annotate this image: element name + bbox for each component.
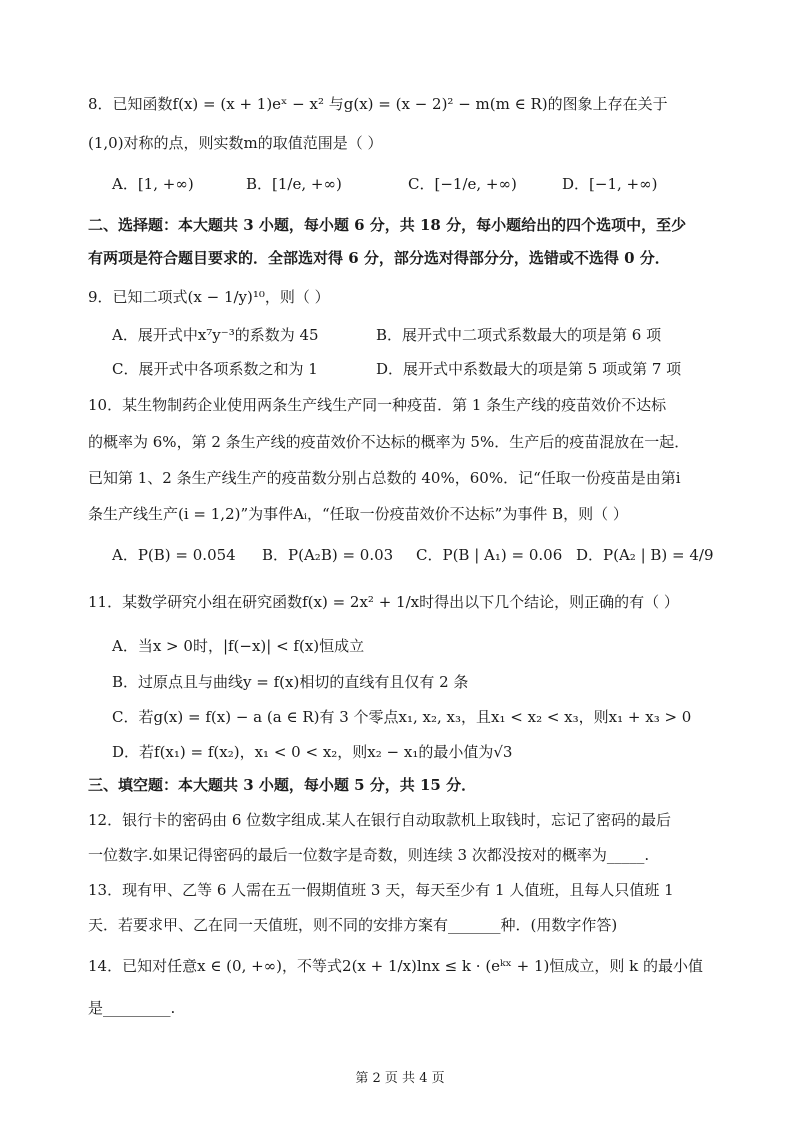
q8-line-2: (1,0)对称的点，则实数m的取值范围是（ ） [88,134,383,152]
q13-line-1: 13．现有甲、乙等 6 人需在五一假期值班 3 天，每天至少有 1 人值班，且每人只值班 1 [88,881,674,899]
q11-stem: 11．某数学研究小组在研究函数f(x) = 2x² + 1/x时得出以下几个结论，则正确的有（ ） [88,593,679,611]
q8-option-b: B．[1/e, +∞) [246,175,342,193]
q9-option-d: D．展开式中系数最大的项是第 5 项或第 7 项 [376,360,682,378]
q14-line-1: 14．已知对任意x ∈ (0, +∞)，不等式2(x + 1/x)lnx ≤ k · (eᵏˣ + 1)恒成立，则 k 的最小值 [88,957,704,975]
q8-options [112,172,740,196]
q10-option-d: D．P(A₂ | B) = 4/9 [576,546,714,564]
q10-options [112,543,740,567]
page-footer: 第 2 页 共 4 页 [355,1071,445,1086]
q9-options-row-2 [112,357,740,381]
q10-line-2: 的概率为 6%，第 2 条生产线的疫苗效价不达标的概率为 5%．生产后的疫苗混放在一起． [88,433,690,451]
q9-options-row-1 [112,323,740,347]
q9-option-a: A．展开式中x⁷y⁻³的系数为 45 [112,326,319,344]
q9-stem: 9．已知二项式(x − 1/y)¹⁰，则（ ） [88,288,330,306]
q9-option-b: B．展开式中二项式系数最大的项是第 6 项 [376,326,662,344]
q10-line-1: 10．某生物制药企业使用两条生产线生产同一种疫苗．第 1 条生产线的疫苗效价不达标 [88,396,667,414]
q11-option-a: A．当x > 0时，|f(−x)| < f(x)恒成立 [112,637,365,655]
q10-option-c: C．P(B | A₁) = 0.06 [416,546,563,564]
q8-option-d: D．[−1, +∞) [562,175,658,193]
q11-option-d: D．若f(x₁) = f(x₂)，x₁ < 0 < x₂，则x₂ − x₁的最小值为√3 [112,743,513,761]
q12-line-1: 12．银行卡的密码由 6 位数字组成.某人在银行自动取款机上取钱时，忘记了密码的最后 [88,811,671,829]
section2-line-1: 二、选择题：本大题共 3 小题，每小题 6 分，共 18 分，每小题给出的四个选项中，至少 [88,216,687,234]
q8-line-1: 8．已知函数f(x) = (x + 1)eˣ − x² 与g(x) = (x − 2)² − m(m ∈ R)的图象上存在关于 [88,95,668,113]
q8-option-a: A．[1, +∞) [112,175,194,193]
q10-option-b: B．P(A₂B) = 0.03 [262,546,394,564]
q11-option-c: C．若g(x) = f(x) − a (a ∈ R)有 3 个零点x₁, x₂, x₃，且x₁ < x₂ < x₃，则x₁ + x₃ > 0 [112,708,692,726]
q12-line-2: 一位数字.如果记得密码的最后一位数字是奇数，则连续 3 次都没按对的概率为_____. [88,846,650,864]
q9-option-c: C．展开式中各项系数之和为 1 [112,360,318,378]
q8-option-c: C．[−1/e, +∞) [408,175,517,193]
q11-option-b: B．过原点且与曲线y = f(x)相切的直线有且仅有 2 条 [112,673,469,691]
q10-line-4: 条生产线生产(i = 1,2)”为事件Aᵢ，“任取一份疫苗效价不达标”为事件 B，则（ ） [88,505,628,523]
q13-line-2: 天．若要求甲、乙在同一天值班，则不同的安排方案有_______种．(用数字作答) [88,916,618,934]
q10-option-a: A．P(B) = 0.054 [112,546,236,564]
q14-line-2: 是_________. [88,999,176,1017]
section2-line-2: 有两项是符合题目要求的．全部选对得 6 分，部分选对得部分分，选错或不选得 0 分． [88,249,670,267]
section3-heading: 三、填空题：本大题共 3 小题，每小题 5 分，共 15 分． [88,776,477,794]
q10-line-3: 已知第 1、2 条生产线生产的疫苗数分别占总数的 40%，60%．记“任取一份疫苗是由第i [88,469,681,487]
